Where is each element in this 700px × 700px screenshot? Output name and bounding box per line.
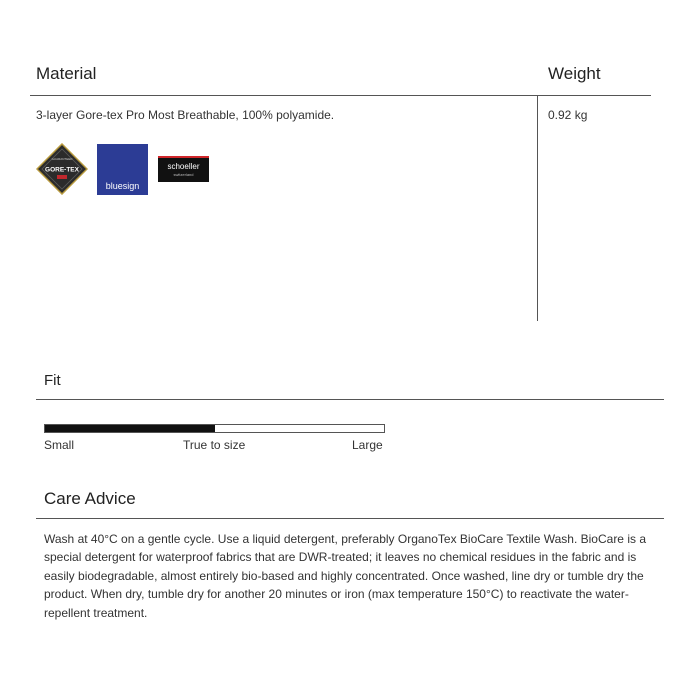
fit-scale-fill (45, 425, 215, 432)
material-description: 3-layer Gore-tex Pro Most Breathable, 100% polyamide. (36, 108, 335, 122)
fit-label-small: Small (44, 438, 75, 452)
column-divider (537, 95, 538, 321)
weight-header: Weight (548, 64, 601, 83)
svg-text:GUARANTEED: GUARANTEED (51, 157, 73, 161)
goretex-logo-text: GORE-TEX (45, 166, 79, 174)
care-advice-title: Care Advice (44, 489, 136, 508)
divider (30, 95, 651, 96)
fit-label-large: Large (352, 438, 383, 452)
schoeller-logo (158, 156, 209, 182)
divider (36, 518, 664, 519)
fit-scale-bar (44, 424, 385, 433)
bluesign-logo-text: bluesign (105, 181, 140, 191)
bluesign-logo (97, 144, 148, 195)
divider (36, 399, 664, 400)
goretex-logo (36, 143, 88, 195)
schoeller-logo-subtext: switzerland (173, 172, 194, 177)
schoeller-logo-text: schoeller (167, 162, 200, 171)
care-advice-text: Wash at 40°C on a gentle cycle. Use a liquid detergent, preferably OrganoTex BioCare Textile Wash. BioCare is a special detergent for waterproof fabrics that are DWR-treated; it leaves no chemical residues in the fabric and is easily biodegradable, almost entirely bio-based and highly concentrated. Once washed, line dry or tumble dry the product. When dry, tumble dry for another 20 minutes or iron (max temperature 150°C) to reactivate the water-repellent treatment. (44, 532, 646, 620)
material-header: Material (36, 64, 97, 83)
fit-title: Fit (44, 372, 61, 389)
fit-label-true-to-size: True to size (183, 438, 246, 452)
weight-value: 0.92 kg (548, 108, 588, 122)
